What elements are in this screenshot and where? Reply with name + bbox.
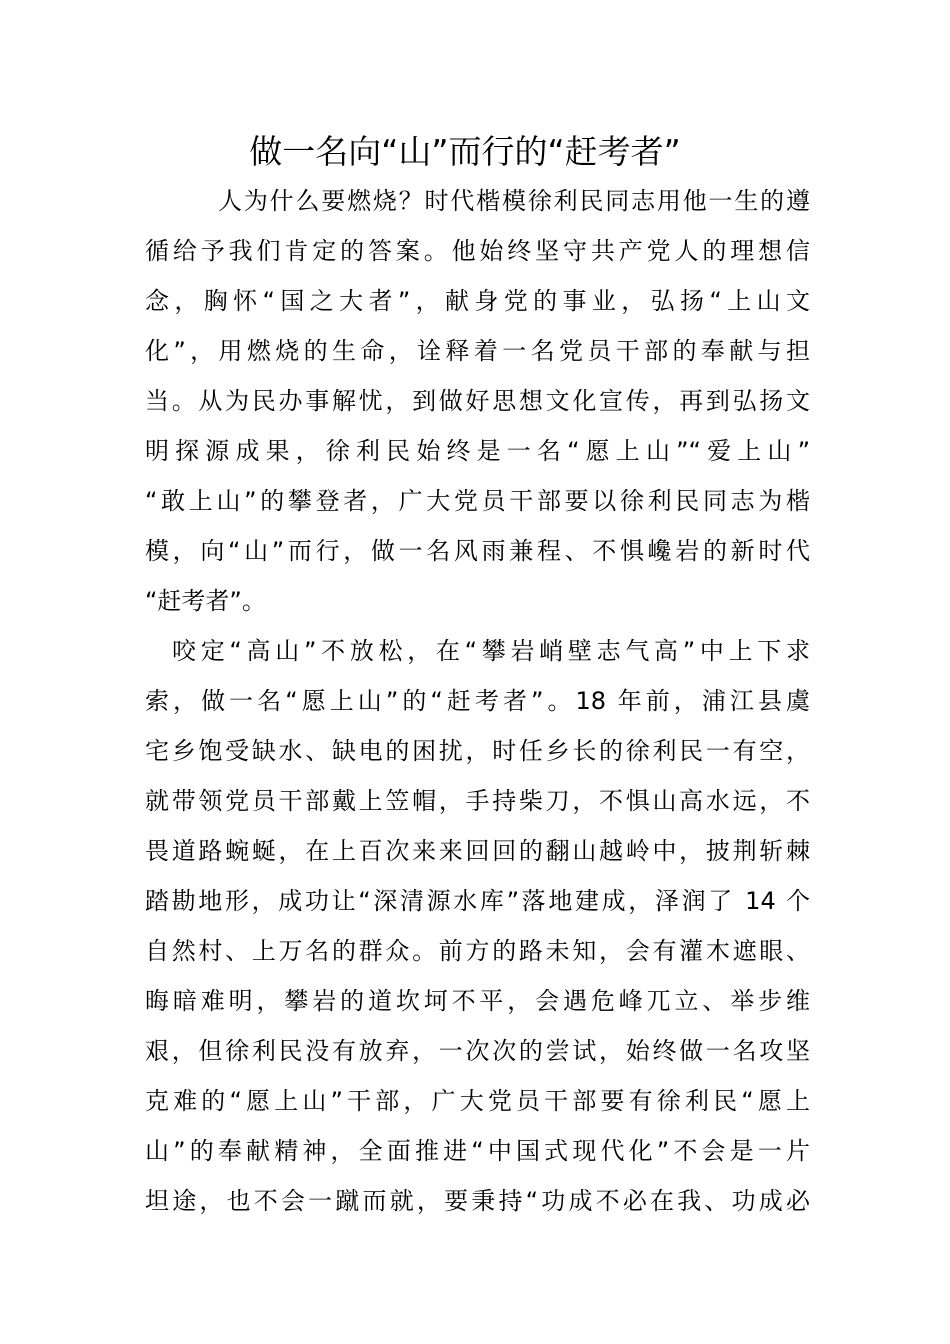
text-line: 宅乡饱受缺水、缺电的困扰，时任乡长的徐利民一有空， bbox=[145, 737, 810, 765]
text-line: 念，胸怀“国之大者”，献身党的事业，弘扬“上山文 bbox=[145, 287, 810, 315]
text-line: 晦暗难明，攀岩的道坎坷不平，会遇危峰兀立、举步维 bbox=[145, 987, 810, 1015]
text-line: “赶考者”。 bbox=[145, 587, 266, 615]
text-line: 踏勘地形，成功让“深清源水库”落地建成，泽润了 14 个 bbox=[145, 887, 810, 915]
text-line: 艰，但徐利民没有放弃，一次次的尝试，始终做一名攻坚 bbox=[145, 1037, 810, 1065]
page-title: 做一名向“山”而行的“赶考者” bbox=[249, 132, 681, 171]
text-line: 化”，用燃烧的生命，诠释着一名党员干部的奉献与担 bbox=[145, 337, 810, 365]
text-line: 自然村、上万名的群众。前方的路未知，会有灌木遮眼、 bbox=[145, 937, 810, 965]
text-line: 明探源成果，徐利民始终是一名“愿上山”“爱上山” bbox=[145, 437, 810, 465]
text-line: 人为什么要燃烧？时代楷模徐利民同志用他一生的遵 bbox=[218, 187, 810, 215]
text-line: 坦途，也不会一蹴而就，要秉持“功成不必在我、功成必 bbox=[145, 1187, 810, 1215]
text-line: 索，做一名“愿上山”的“赶考者”。18 年前，浦江县虞 bbox=[145, 687, 810, 715]
text-line: 模，向“山”而行，做一名风雨兼程、不惧巉岩的新时代 bbox=[145, 537, 810, 565]
text-line: 山”的奉献精神，全面推进“中国式现代化”不会是一片 bbox=[145, 1137, 810, 1165]
text-line: 循给予我们肯定的答案。他始终坚守共产党人的理想信 bbox=[145, 237, 810, 265]
text-line: 克难的“愿上山”干部，广大党员干部要有徐利民“愿上 bbox=[145, 1087, 810, 1115]
text-line: 当。从为民办事解忧，到做好思想文化宣传，再到弘扬文 bbox=[145, 387, 810, 415]
text-line: “敢上山”的攀登者，广大党员干部要以徐利民同志为楷 bbox=[145, 487, 810, 515]
text-line: 就带领党员干部戴上笠帽，手持柴刀，不惧山高水远，不 bbox=[145, 787, 810, 815]
text-line: 畏道路蜿蜒，在上百次来来回回的翻山越岭中，披荆斩棘 bbox=[145, 837, 810, 865]
text-line: 咬定“高山”不放松，在“攀岩峭壁志气高”中上下求 bbox=[172, 637, 810, 665]
